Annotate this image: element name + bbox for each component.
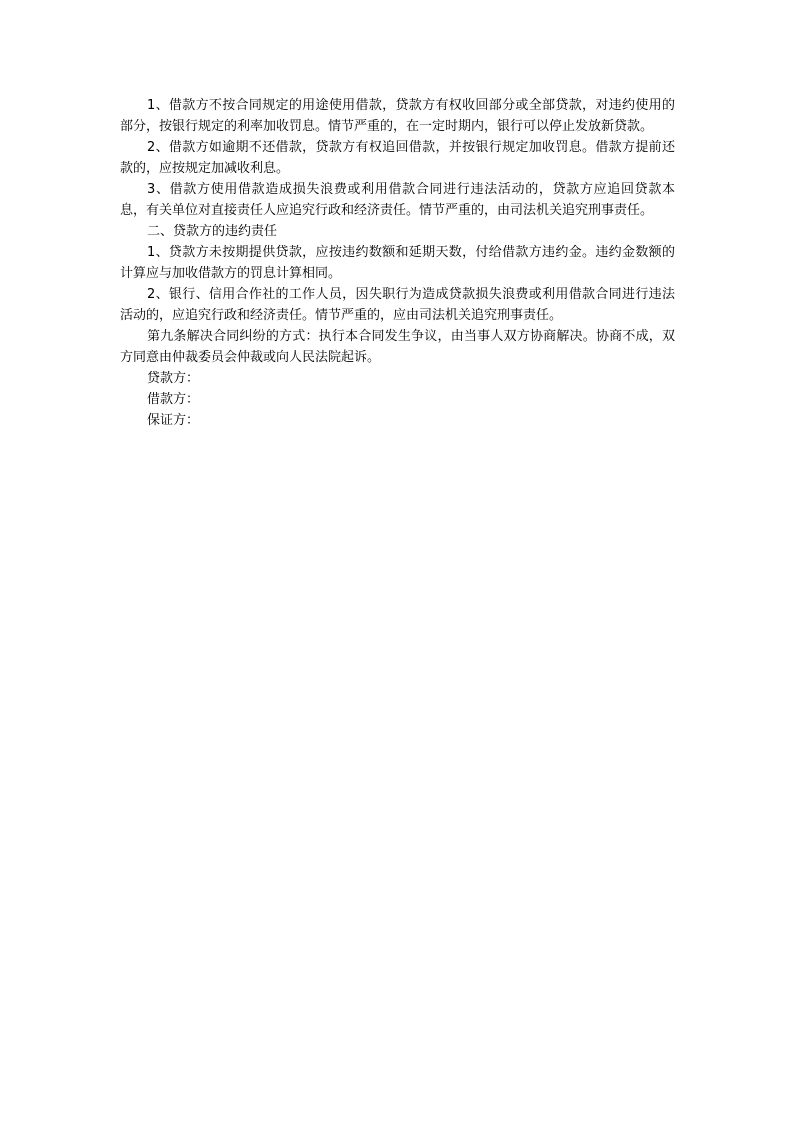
clause-lender-late: 1、贷款方未按期提供贷款，应按违约数额和延期天数，付给借款方违约金。违约金数额的计算应与加收借款方的罚息计算相同。 [120,245,675,281]
document-body [120,95,675,431]
signature-lender: 贷款方： [147,371,200,386]
clause-borrower-misuse: 1、借款方不按合同规定的用途使用借款，贷款方有权收回部分或全部贷款，对违约使用的部分，按银行规定的利率加收罚息。情节严重的，在一定时期内，银行可以停止发放新贷款。 [120,98,675,134]
clause-borrower-overdue: 2、借款方如逾期不还借款，贷款方有权追回借款，并按银行规定加收罚息。借款方提前还款的，应按规定加减收利息。 [120,140,675,176]
clause-borrower-loss: 3、借款方使用借款造成损失浪费或利用借款合同进行违法活动的，贷款方应追回贷款本息，有关单位对直接责任人应追究行政和经济责任。情节严重的，由司法机关追究刑事责任。 [120,182,675,218]
article-dispute-resolution: 第九条解决合同纠纷的方式：执行本合同发生争议，由当事人双方协商解决。协商不成，双方同意由仲裁委员会仲裁或向人民法院起诉。 [120,329,675,365]
clause-staff-negligence: 2、银行、信用合作社的工作人员，因失职行为造成贷款损失浪费或利用借款合同进行违法活动的，应追究行政和经济责任。情节严重的，应由司法机关追究刑事责任。 [120,287,675,323]
signature-guarantor: 保证方： [147,413,200,428]
signature-borrower: 借款方： [147,392,200,407]
section-heading-lender-liability: 二、贷款方的违约责任 [147,224,278,239]
